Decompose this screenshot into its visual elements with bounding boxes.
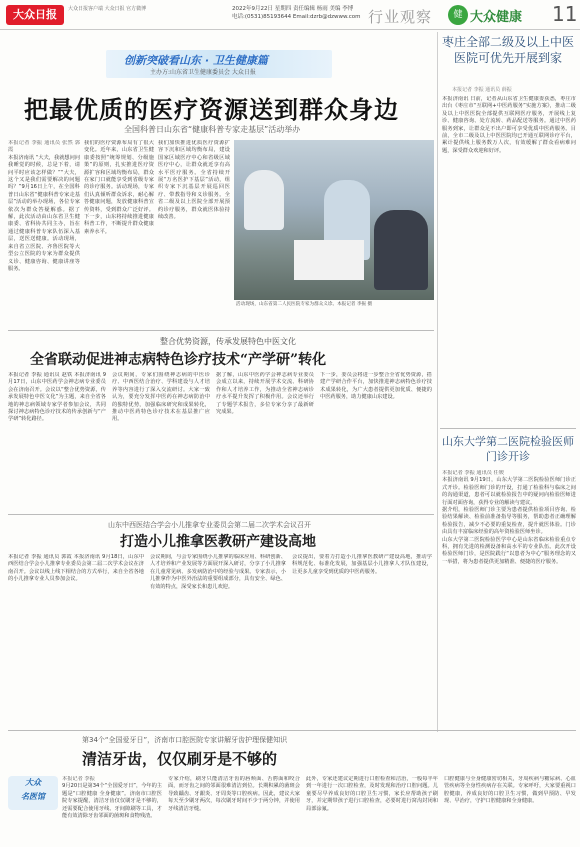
right-mid-body-2: 据介绍，检验医师门诊主要为患者提供检验项目咨询、检验结果解读、检验前准备指导等服务，帮助患者正确理解检验报告，减少不必要的重复检查，提升就医体验。门诊由具有丰富临床经验的高年资检验医师坐诊。 xyxy=(442,507,576,536)
issue-info xyxy=(232,5,362,21)
article1-byline: 本报记者 李振 通讯员 张然 郭霞 xyxy=(8,140,80,154)
section-divider xyxy=(8,514,434,515)
article1-photo xyxy=(234,140,434,300)
section-divider xyxy=(8,330,434,331)
article1-headline[interactable]: 把最优质的医疗资源送到群众身边 xyxy=(24,95,399,124)
masthead xyxy=(0,0,580,30)
article1-column-1 xyxy=(8,140,80,322)
article1-body-1: 本报济南讯 “大夫，我就想问问我睡觉的时候，总是下着，请问平时应该怎样做？”“大夫，这个又是我们需要解决的问题吗？”9月16日上午，在全国科普日山东省“健康科普专家走基层”活动的举办现场，各位专家依次为群众答疑解惑。据了解，此次活动由山东省卫生健康委、省科协共同主办，旨在通过健康科普专家队伍深入基层，送医送健康。活动现场，来自省立医院、齐鲁医院等大型公立医院的专家为群众提供义诊、健康咨询、健康讲座等服务。 xyxy=(8,154,80,272)
article4-column-2: 专家介绍，刷牙只能清洁牙齿的唇颊面、舌腭面和咬合面，而牙齿之间的邻面很难清洁到位。长期积累的菌斑会导致龋齿、牙龈炎、牙周炎等口腔疾病。因此，建议大家每天至少刷牙两次，每次刷牙时间不少于两分钟，并使用牙线清洁牙缝。 xyxy=(168,776,300,812)
section-title: 大众健康 xyxy=(470,10,523,25)
dental-logo-line2: 名医馆 xyxy=(21,792,45,801)
banner-subtitle: 主办方:山东省卫生健康委员会 大众日报 xyxy=(150,69,256,76)
article1-column-3 xyxy=(158,140,230,322)
article3-kicker: 山东中西医结合学会小儿推拿专业委员会第二届二次学术会议召开 xyxy=(108,521,311,529)
column-divider xyxy=(437,32,438,732)
newspaper-logo[interactable]: 大众日报 xyxy=(6,5,64,25)
article2-column-3: 据了解，山东中医药学会神志病专业委员会成立以来，持续开展学术交流、科研协作和人才培养工作，为推动全省神志病诊疗水平提升发挥了积极作用。会议还举行了专题学术报告，多位专家分享了最新研究成果。 xyxy=(216,372,314,416)
article3-column-1: 本报记者 李振 通讯员 郭霞 本报济南讯 9月18日，山东中西医结合学会小儿推拿专业委员会第二届二次学术会议在济南召开。会议以线上线下相结合的方式举行，来自全省各地的小儿推拿专业人员参加会议。 xyxy=(8,554,144,583)
article1-body-2: 我们的医疗资源布局有了很大变化。近年来，山东省卫生健康委按照“统筹规划、分级施策”的原则，扎实推进医疗资源扩容和区域均衡布局，群众在家门口就能享受到省级专家的诊疗服务。活动现场，专家们认真倾听群众诉求，耐心解答健康问题，发放健康科普宣传资料，受到群众广泛好评。下一步，山东将持续推进健康科普工作，不断提升群众健康素养水平。 xyxy=(84,140,154,235)
right-top-headline[interactable]: 枣庄全部二级及以上中医医院可优先开展到家 xyxy=(441,35,574,65)
right-top-byline: 本报记者 李振 通讯员 薛振 xyxy=(452,87,512,93)
article1-body-3: 我们加快推进优质医疗资源扩容下沉和区域均衡布局，建设国家区域医疗中心和省级区域医疗中心，让群众就近享有高水平医疗服务。全省持续开展“万名医护下基层”活动，组织专家下沉基层开展巡回医疗、带教指导和义诊服务。全省二级及以上医院全部开展预约诊疗服务，群众就医体验持续改善。 xyxy=(158,140,230,221)
article3-headline[interactable]: 打造小儿推拿医教研产建设高地 xyxy=(120,534,316,550)
channel-title: 行业观察 xyxy=(368,8,433,26)
article2-column-2: 会议期间，专家们围绕神志病的中医诊疗、中西医结合治疗、学科建设与人才培养等内容进行了深入交流研讨。大家一致认为，要充分发挥中医药在神志病防治中的独特优势，加强临床研究和成果转化，推动中医药特色诊疗技术在基层推广应用。 xyxy=(112,372,210,423)
article2-column-4: 下一步，委员会将进一步整合全省优势资源，搭建产学研合作平台，加快推进神志病特色诊疗技术成果转化，为广大患者提供更加优质、便捷的中医药服务，助力健康山东建设。 xyxy=(320,372,432,401)
right-mid-headline[interactable]: 山东大学第二医院检验医师门诊开诊 xyxy=(442,435,574,463)
right-mid-body-1: 本报济南讯 9月19日，山东大学第二医院检验医师门诊正式开诊。检验医师门诊的开设，打通了检验科与临床之间的沟通渠道，患者可以就检验报告中的疑问向检验医师进行面对面咨询，获得专业的解读与建议。 xyxy=(442,477,576,506)
logo-subtitle: 大众日报客户端 大众日报 官方微博 xyxy=(68,6,147,12)
article2-headline[interactable]: 全省联动促进神志病特色诊疗技术“产学研”转化 xyxy=(30,352,327,368)
article4-column-1 xyxy=(62,776,162,844)
article4-kicker: 第34个“全国爱牙日”，济南市口腔医院专家讲解牙齿护理保健知识 xyxy=(82,736,288,744)
article4-column-4: 口腔健康与全身健康密切相关，牙周疾病与糖尿病、心血管疾病等全身性疾病存在关联。专家呼吁，大家要重视口腔健康，养成良好的口腔卫生习惯，做到早预防、早发现、早治疗，守护口腔健康和全身健康。 xyxy=(444,776,576,805)
article1-subhead: 全国科普日山东省“健康科普专家走基层”活动举办 xyxy=(124,125,301,134)
section-divider xyxy=(440,428,576,429)
dental-column-logo xyxy=(8,776,58,810)
issue-contact: 电话:(0531)85193644 Email:dzrb@dzwww.com xyxy=(232,14,361,20)
page-number: 11 xyxy=(552,2,578,26)
health-leaf-icon: 健 xyxy=(448,5,468,25)
right-mid-byline: 本报记者 李振 通讯员 任媛 xyxy=(442,470,505,476)
article3-column-3: 会议提出，要着力打造小儿推拿医教研产建设高地，推动学科规范化、标准化发展，加强基层小儿推拿人才队伍建设，让更多儿童享受到优质的中医药服务。 xyxy=(292,554,432,575)
article4-byline: 本报记者 李振 xyxy=(62,776,95,782)
article1-photo-caption: 活动现场，山东省第二人民医院专家为群众义诊。本报记者 李振 摄 xyxy=(236,302,373,307)
photo-figure-doctor xyxy=(244,170,284,230)
right-top-body: 本报济南讯 日前，记者从山东省卫生健康委获悉，枣庄市出台《枣庄市“互联网+中医药服务”实施方案》，推动二级及以上中医医院全部提供互联网医疗服务，开展线上复诊、健康咨询、处方流转、药品配送等服务。通过中医药服务到家，让群众足不出户即可享受优质中医药服务。目前，全市二级及以上中医医院均已开通互联网诊疗平台，累计提供线上服务数万人次，有效缓解了群众看病难问题，深受群众欢迎和好评。 xyxy=(442,96,576,154)
right-mid-body-3: 山东大学第二医院检验医学中心是山东省临床检验重点专科，拥有先进的检测设备和高水平的专业队伍。此次开设检验医师门诊，是医院践行“以患者为中心”服务理念的又一举措，将为患者提供更加精准、便捷的医疗服务。 xyxy=(442,536,576,565)
right-mid-body xyxy=(442,470,576,732)
issue-date-editors: 2022年9月22日 星期四 责任编辑 杨雨 美编 李博 xyxy=(232,6,354,12)
article2-column-1: 本报记者 李振 通讯员 赵铁 本报济南讯 9月17日，山东中医药学会神志病专业委员会在济南召开。会议以“整合优势资源，传承发展特色中医文化”为主题，来自全省各地的神志病领域专家学者参加会议，共同探讨神志病特色诊疗技术的传承创新与“产学研”转化路径。 xyxy=(8,372,106,423)
dental-logo-line1: 大众 xyxy=(25,778,41,787)
photo-figure-patient xyxy=(374,210,428,290)
article1-column-2 xyxy=(84,140,154,322)
article2-kicker: 整合优势资源，传承发展特色中医文化 xyxy=(160,337,296,346)
article4-column-3: 此外，专家还建议定期进行口腔检查和洁治，一般每半年到一年进行一次口腔检查，及时发现和治疗口腔问题。儿童要尽早养成良好的口腔卫生习惯，家长应帮助孩子刷牙，并定期带孩子进行口腔检查，必要时进行窝沟封闭和局部涂氟。 xyxy=(306,776,438,812)
photo-table xyxy=(294,240,364,280)
article4-headline[interactable]: 清洁牙齿，仅仅刷牙是不够的 xyxy=(82,750,278,768)
article4-body-1: 9月20日是第34个“全国爱牙日”，今年的主题是“口腔健康 全身健康”。济南市口腔医院专家提醒，清洁牙齿仅仅刷牙是不够的，还需要配合使用牙线、牙间隙刷等工具，才能有效清除牙齿邻面的菌斑和食物残渣。 xyxy=(62,783,162,820)
article3-column-2: 会议期间，与会专家围绕小儿推拿的临床应用、科研创新、人才培养和产业发展等方面展开深入研讨，分享了小儿推拿在儿童常见病、多发病防治中的经验与成果。专家表示，小儿推拿作为中医外治法的重要组成部分，具有安全、绿色、有效的特点，深受家长和患儿欢迎。 xyxy=(150,554,286,590)
section-divider xyxy=(8,730,576,731)
banner-title: 创新突破看山东 · 卫生健康篇 xyxy=(124,54,268,67)
